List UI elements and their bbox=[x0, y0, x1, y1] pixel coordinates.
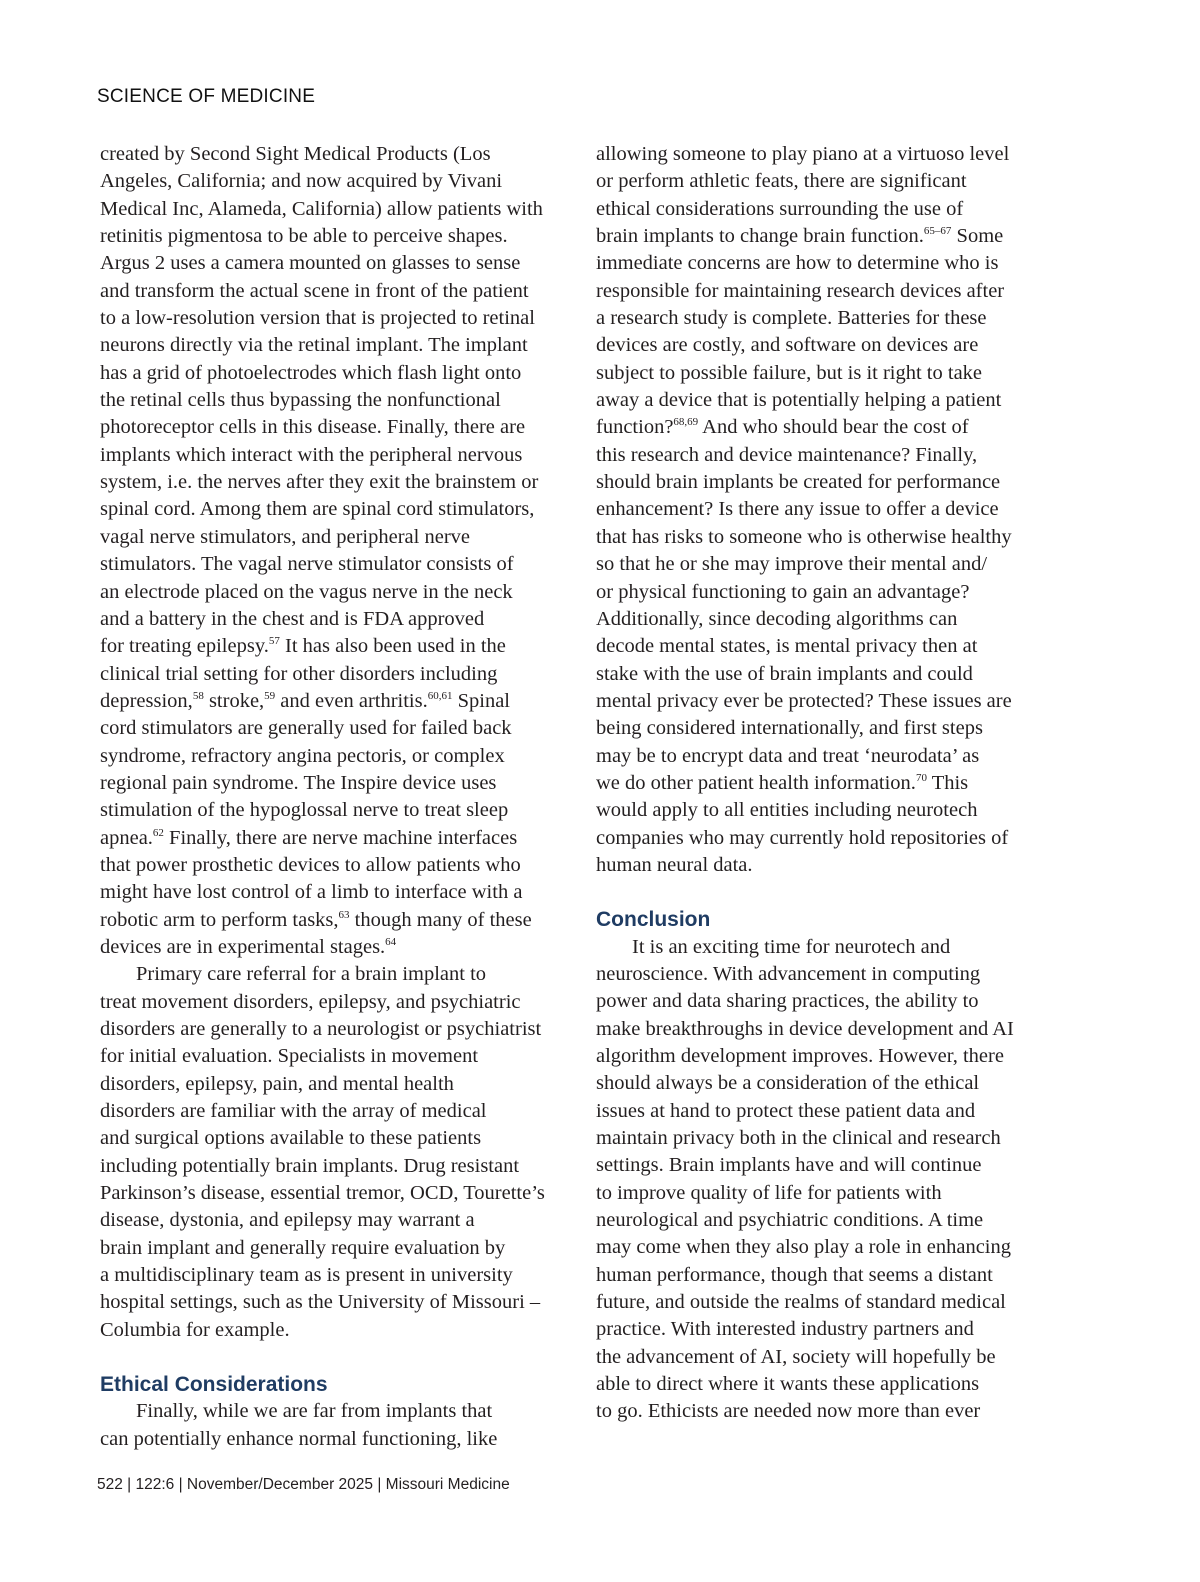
text-line bbox=[596, 414, 1046, 441]
body-paragraph bbox=[596, 934, 1046, 1426]
text-line: able to direct where it wants these applications bbox=[596, 1373, 980, 1396]
text-line: vagal nerve stimulators, and peripheral nerve bbox=[100, 525, 470, 548]
text-line: Columbia for example. bbox=[100, 1318, 290, 1341]
text-line: or physical functioning to gain an advantage? bbox=[596, 580, 970, 603]
text-line: might have lost control of a limb to interface with a bbox=[100, 881, 523, 904]
text-line: disease, dystonia, and epilepsy may warrant a bbox=[100, 1209, 475, 1232]
text-run: stroke, bbox=[203, 689, 265, 712]
text-line: maintain privacy both in the clinical and research bbox=[596, 1127, 1001, 1150]
text-line: neurons directly via the retinal implant. The implant bbox=[100, 334, 528, 357]
text-line: disorders are familiar with the array of medical bbox=[100, 1100, 487, 1123]
text-line: settings. Brain implants have and will continue bbox=[596, 1154, 982, 1177]
text-line: decode mental states, is mental privacy then at bbox=[596, 635, 978, 658]
text-line: has a grid of photoelectrodes which flash light onto bbox=[100, 361, 522, 384]
text-line: cord stimulators are generally used for failed back bbox=[100, 717, 512, 740]
text-line: human neural data. bbox=[596, 853, 753, 876]
text-line: so that he or she may improve their mental and/ bbox=[596, 553, 988, 576]
text-line: Argus 2 uses a camera mounted on glasses to sense bbox=[100, 252, 521, 275]
text-line: immediate concerns are how to determine who is bbox=[596, 252, 999, 275]
text-line: stake with the use of brain implants and could bbox=[596, 662, 973, 685]
text-line: system, i.e. the nerves after they exit the brainstem or bbox=[100, 471, 539, 494]
citation-ref: 59 bbox=[264, 689, 276, 702]
text-run: we do other patient health information. bbox=[596, 771, 916, 794]
text-run: It has also been used in the bbox=[279, 635, 506, 658]
text-run: Some bbox=[951, 225, 1004, 248]
text-line: may come when they also play a role in enhancing bbox=[596, 1236, 1011, 1259]
body-paragraph bbox=[100, 1398, 575, 1453]
text-line: can potentially enhance normal functioning, like bbox=[100, 1427, 498, 1450]
text-line: the advancement of AI, society will hopefully be bbox=[596, 1345, 996, 1368]
page-footer: 522 | 122:6 | November/December 2025 | Missouri Medicine bbox=[97, 1476, 510, 1493]
citation-ref: 64 bbox=[385, 935, 397, 948]
text-line: including potentially brain implants. Drug resistant bbox=[100, 1154, 520, 1177]
text-line: make breakthroughs in device development and AI bbox=[596, 1017, 1014, 1040]
text-line: being considered internationally, and first steps bbox=[596, 717, 983, 740]
text-line bbox=[100, 907, 575, 934]
citation-ref: 57 bbox=[268, 635, 280, 648]
text-line: issues at hand to protect these patient data and bbox=[596, 1099, 976, 1122]
text-line: stimulators. The vagal nerve stimulator consists of bbox=[100, 553, 514, 576]
text-line: companies who may currently hold repositories of bbox=[596, 826, 1009, 849]
text-line: Finally, while we are far from implants that bbox=[136, 1400, 493, 1423]
text-line bbox=[100, 688, 575, 715]
text-line: mental privacy ever be protected? These issues are bbox=[596, 689, 1012, 712]
body-paragraph bbox=[100, 961, 575, 1344]
citation-ref: 63 bbox=[338, 908, 350, 921]
text-line: may be to encrypt data and treat ‘neurodata’ as bbox=[596, 744, 980, 767]
text-line: created by Second Sight Medical Products (Los bbox=[100, 143, 491, 165]
text-line: enhancement? Is there any issue to offer a device bbox=[596, 498, 999, 521]
text-run: Finally, there are nerve machine interfaces bbox=[163, 826, 518, 849]
text-line: retinitis pigmentosa to be able to perceive shapes. bbox=[100, 225, 508, 248]
text-line: stimulation of the hypoglossal nerve to treat sleep bbox=[100, 799, 509, 822]
text-line: hospital settings, such as the University of Missouri – bbox=[100, 1291, 541, 1314]
text-line: should brain implants be created for performance bbox=[596, 471, 1001, 494]
text-line: ethical considerations surrounding the use of bbox=[596, 197, 964, 220]
text-line bbox=[596, 770, 1046, 797]
text-run: This bbox=[926, 771, 969, 794]
text-line: disorders are generally to a neurologist or psychiatrist bbox=[100, 1018, 542, 1040]
text-run: function? bbox=[596, 416, 674, 439]
text-run: And who should bear the cost of bbox=[698, 416, 969, 439]
text-line: to go. Ethicists are needed now more than ever bbox=[596, 1400, 981, 1423]
section-heading-ethical: Ethical Considerations bbox=[100, 1373, 328, 1397]
text-line: would apply to all entities including neurotech bbox=[596, 799, 978, 822]
text-line: brain implant and generally require evaluation by bbox=[100, 1236, 506, 1259]
text-line: disorders, epilepsy, pain, and mental health bbox=[100, 1072, 454, 1095]
text-line: implants which interact with the peripheral nervous bbox=[100, 443, 523, 466]
text-line: future, and outside the realms of standard medical bbox=[596, 1291, 1006, 1314]
body-paragraph bbox=[100, 141, 575, 961]
text-line bbox=[100, 633, 575, 660]
text-line: syndrome, refractory angina pectoris, or complex bbox=[100, 744, 505, 767]
text-line: Angeles, California; and now acquired by Vivani bbox=[100, 170, 503, 193]
text-line: and surgical options available to these patients bbox=[100, 1127, 482, 1150]
text-line: that power prosthetic devices to allow patients who bbox=[100, 853, 521, 876]
running-head: SCIENCE OF MEDICINE bbox=[97, 86, 316, 107]
text-line: a multidisciplinary team as is present in university bbox=[100, 1264, 513, 1287]
text-line: the retinal cells thus bypassing the nonfunctional bbox=[100, 389, 501, 412]
citation-ref: 65–67 bbox=[923, 225, 952, 238]
citation-ref: 58 bbox=[192, 689, 204, 702]
text-line: power and data sharing practices, the ability to bbox=[596, 990, 979, 1013]
text-line: treat movement disorders, epilepsy, and psychiatric bbox=[100, 990, 521, 1013]
text-line: and a battery in the chest and is FDA approved bbox=[100, 607, 485, 630]
text-run: brain implants to change brain function. bbox=[596, 225, 924, 248]
text-line: clinical trial setting for other disorders including bbox=[100, 662, 498, 685]
text-line: photoreceptor cells in this disease. Finally, there are bbox=[100, 416, 526, 439]
text-line: to improve quality of life for patients with bbox=[596, 1181, 942, 1204]
right-column bbox=[596, 141, 1046, 1426]
text-run: though many of these bbox=[349, 908, 532, 931]
text-line: a research study is complete. Batteries for these bbox=[596, 307, 987, 330]
text-run: for treating epilepsy. bbox=[100, 635, 269, 658]
citation-ref: 62 bbox=[152, 826, 164, 839]
text-line: regional pain syndrome. The Inspire device uses bbox=[100, 771, 497, 794]
text-line: for initial evaluation. Specialists in movement bbox=[100, 1045, 479, 1068]
text-run: robotic arm to perform tasks, bbox=[100, 908, 339, 931]
text-line: practice. With interested industry partners and bbox=[596, 1318, 974, 1341]
text-line: neuroscience. With advancement in computing bbox=[596, 962, 981, 985]
section-heading-conclusion: Conclusion bbox=[596, 908, 711, 932]
text-run: apnea. bbox=[100, 826, 153, 849]
text-line bbox=[596, 223, 1046, 250]
text-line: and transform the actual scene in front of the patient bbox=[100, 279, 529, 302]
citation-ref: 60,61 bbox=[427, 689, 453, 702]
text-run: and even arthritis. bbox=[275, 689, 428, 712]
text-run: Spinal bbox=[452, 689, 511, 712]
text-line: Parkinson’s disease, essential tremor, OCD, Tourette’s bbox=[100, 1182, 545, 1205]
text-line: an electrode placed on the vagus nerve in the neck bbox=[100, 580, 513, 603]
text-line: away a device that is potentially helping a patient bbox=[596, 389, 1002, 412]
text-line: Primary care referral for a brain implant to bbox=[136, 963, 487, 986]
text-line: Additionally, since decoding algorithms can bbox=[596, 607, 958, 630]
text-line: neurological and psychiatric conditions. A time bbox=[596, 1209, 984, 1232]
left-column bbox=[100, 141, 575, 1453]
text-line: should always be a consideration of the ethical bbox=[596, 1072, 980, 1095]
text-line: spinal cord. Among them are spinal cord stimulators, bbox=[100, 498, 535, 521]
text-line: human performance, though that seems a distant bbox=[596, 1263, 993, 1286]
text-line: this research and device maintenance? Finally, bbox=[596, 443, 978, 466]
text-run: depression, bbox=[100, 689, 193, 712]
text-line: Medical Inc, Alameda, California) allow patients with bbox=[100, 197, 543, 220]
text-line: devices are costly, and software on devices are bbox=[596, 334, 979, 357]
text-line: It is an exciting time for neurotech and bbox=[632, 935, 951, 958]
text-line: subject to possible failure, but is it right to take bbox=[596, 361, 983, 384]
text-line: or perform athletic feats, there are significant bbox=[596, 170, 967, 193]
text-run: devices are in experimental stages. bbox=[100, 935, 386, 958]
citation-ref: 70 bbox=[915, 771, 927, 784]
text-line bbox=[100, 934, 575, 961]
citation-ref: 68,69 bbox=[673, 416, 699, 429]
body-paragraph bbox=[596, 141, 1046, 879]
text-line: algorithm development improves. However, there bbox=[596, 1045, 1004, 1067]
text-line: that has risks to someone who is otherwise healthy bbox=[596, 525, 1012, 548]
text-line: to a low-resolution version that is projected to retinal bbox=[100, 307, 535, 330]
text-line: responsible for maintaining research devices after bbox=[596, 279, 1005, 302]
text-line bbox=[100, 825, 575, 852]
text-line: allowing someone to play piano at a virtuoso level bbox=[596, 143, 1010, 165]
